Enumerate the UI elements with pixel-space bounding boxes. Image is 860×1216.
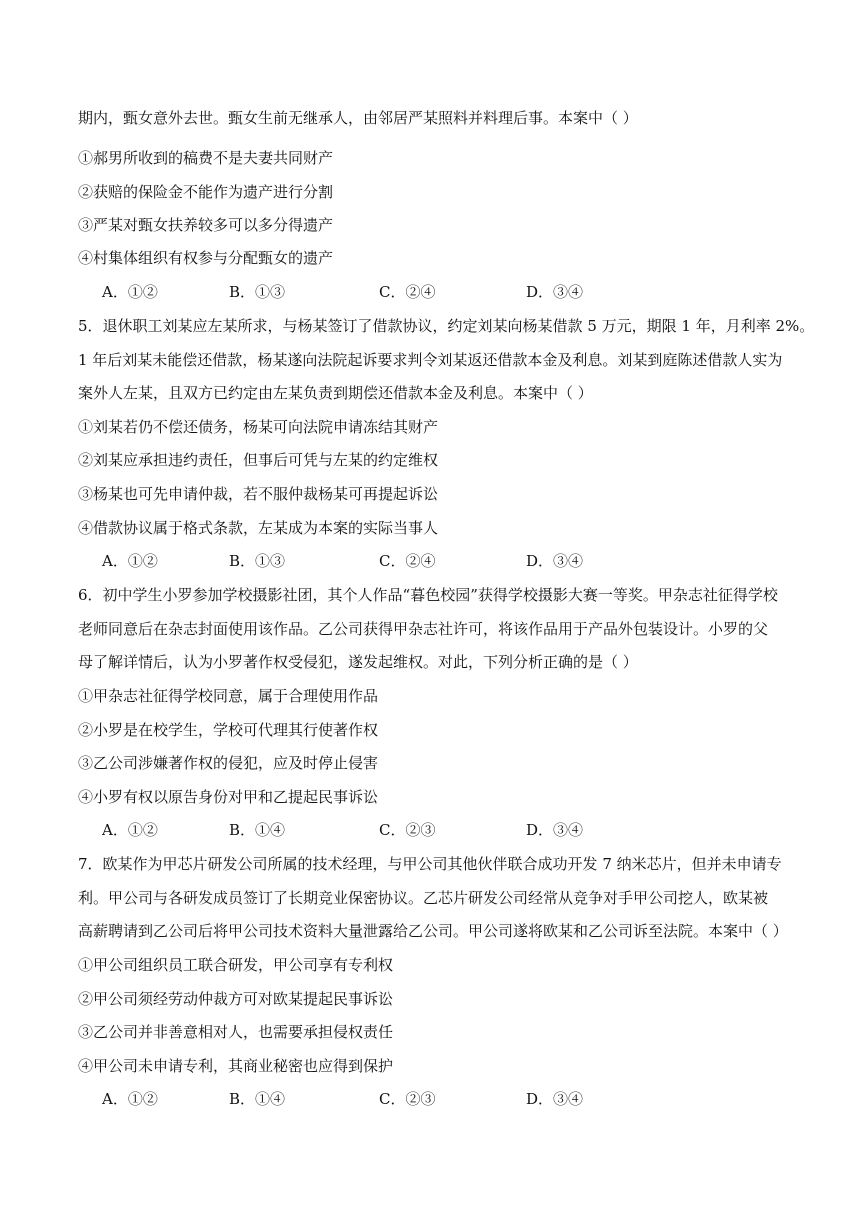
- q5-stem-line-2: 1 年后刘某未能偿还借款，杨某遂向法院起诉要求判令刘某返还借款本金及利息。刘某到庭陈述借款人实为: [78, 351, 783, 369]
- q5-item-3: ③杨某也可先申请仲裁，若不服仲裁杨某可再提起诉讼: [78, 485, 439, 503]
- q5-stem-line-3: 案外人左某，且双方已约定由左某负责到期偿还借款本金及利息。本案中（ ）: [78, 384, 593, 402]
- q5-option-d[interactable]: D．③④: [526, 552, 584, 570]
- q6-option-c[interactable]: C．②③: [379, 821, 436, 839]
- q6-option-d[interactable]: D．③④: [526, 821, 584, 839]
- q6-stem-line-1: 6．初中学生小罗参加学校摄影社团，其个人作品“暮色校园”获得学校摄影大赛一等奖。甲杂志社征得学校: [78, 586, 778, 604]
- q5-item-4: ④借款协议属于格式条款，左某成为本案的实际当事人: [78, 519, 439, 537]
- q4-item-3: ③严某对甄女扶养较多可以多分得遗产: [78, 216, 334, 234]
- q7-option-c[interactable]: C．②③: [379, 1090, 436, 1108]
- q6-option-b[interactable]: B．①④: [229, 821, 286, 839]
- q7-option-b[interactable]: B．①④: [229, 1090, 286, 1108]
- q6-option-a[interactable]: A．①②: [102, 821, 158, 839]
- q6-stem-line-3: 母了解详情后，认为小罗著作权受侵犯，遂发起维权。对此，下列分析正确的是（ ）: [78, 653, 638, 671]
- q5-option-a[interactable]: A．①②: [102, 552, 158, 570]
- q6-stem-line-2: 老师同意后在杂志封面使用该作品。乙公司获得甲杂志社许可，将该作品用于产品外包装设计。小罗的父: [78, 620, 769, 638]
- q6-item-2: ②小罗是在校学生，学校可代理其行使著作权: [78, 721, 379, 739]
- q4-item-1: ①郝男所收到的稿费不是夫妻共同财产: [78, 149, 334, 167]
- q7-item-4: ④甲公司未申请专利，其商业秘密也应得到保护: [78, 1057, 394, 1075]
- q7-stem-line-3: 高薪聘请到乙公司后将甲公司技术资料大量泄露给乙公司。甲公司遂将欧某和乙公司诉至法院。本案中（ ）: [78, 922, 788, 940]
- q7-stem-line-1: 7．欧某作为甲芯片研发公司所属的技术经理，与甲公司其他伙伴联合成功开发 7 纳米芯片，但并未申请专: [78, 855, 782, 873]
- q5-option-b[interactable]: B．①③: [229, 552, 286, 570]
- q7-option-d[interactable]: D．③④: [526, 1090, 584, 1108]
- q4-item-4: ④村集体组织有权参与分配甄女的遗产: [78, 249, 334, 267]
- q7-item-3: ③乙公司并非善意相对人，也需要承担侵权责任: [78, 1023, 394, 1041]
- q7-stem-line-2: 利。甲公司与各研发成员签订了长期竞业保密协议。乙芯片研发公司经常从竞争对手甲公司挖人，欧某被: [78, 889, 769, 907]
- q5-option-c[interactable]: C．②④: [379, 552, 436, 570]
- q7-option-a[interactable]: A．①②: [102, 1090, 158, 1108]
- q5-stem-line-1: 5．退休职工刘某应左某所求，与杨某签订了借款协议，约定刘某向杨某借款 5 万元，期限 1 年，月利率 2%。: [78, 317, 815, 335]
- q7-item-1: ①甲公司组织员工联合研发，甲公司享有专利权: [78, 956, 394, 974]
- q6-item-4: ④小罗有权以原告身份对甲和乙提起民事诉讼: [78, 788, 379, 806]
- q5-item-2: ②刘某应承担违约责任，但事后可凭与左某的约定维权: [78, 451, 439, 469]
- q4-option-a[interactable]: A．①②: [102, 283, 158, 301]
- q4-item-2: ②获赔的保险金不能作为遗产进行分割: [78, 183, 334, 201]
- q6-item-3: ③乙公司涉嫌著作权的侵犯，应及时停止侵害: [78, 754, 379, 772]
- q5-item-1: ①刘某若仍不偿还债务，杨某可向法院申请冻结其财产: [78, 418, 439, 436]
- q6-item-1: ①甲杂志社征得学校同意，属于合理使用作品: [78, 687, 379, 705]
- q4-option-c[interactable]: C．②④: [379, 283, 436, 301]
- q4-stem-line-1: 期内，甄女意外去世。甄女生前无继承人，由邻居严某照料并料理后事。本案中（ ）: [78, 109, 638, 127]
- q7-item-2: ②甲公司须经劳动仲裁方可对欧某提起民事诉讼: [78, 990, 394, 1008]
- q4-option-b[interactable]: B．①③: [229, 283, 286, 301]
- q4-option-d[interactable]: D．③④: [526, 283, 584, 301]
